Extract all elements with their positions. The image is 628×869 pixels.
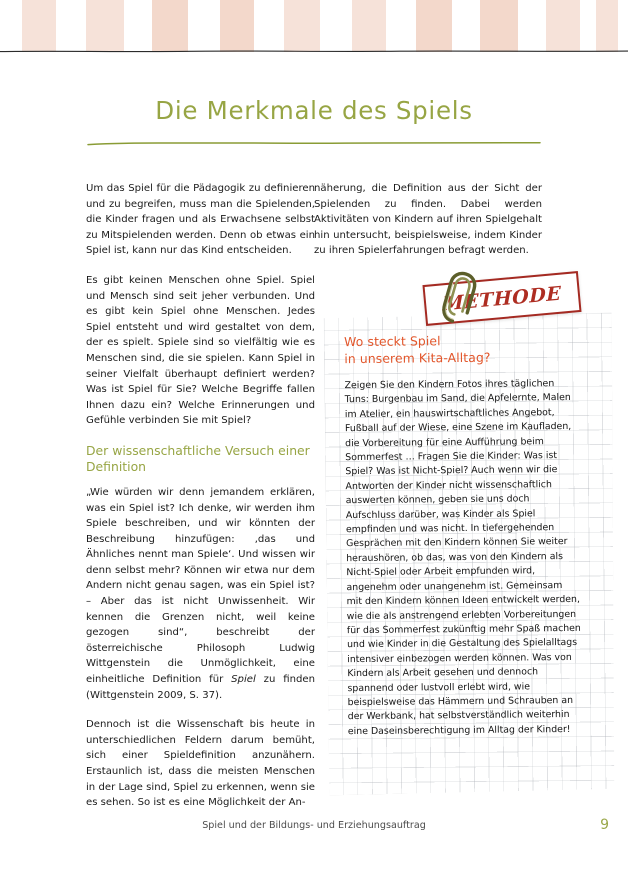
stripe-gap [56,0,86,52]
quote-text-pre: „Wie würden wir denn jemandem erklären, was ein Spiel ist? Ich denke, wir werden ihm Spiele beschreiben, und wir könnten der Beschreibung hinzufügen: ‚das und Ähnliches nennt man Spiele‘. Und wissen wir denn selbst mehr? Können wir etwa nur dem Andern nicht genau sagen, was ein Spiel ist? – Aber das ist nicht Unwissenheit. Wir kennen die Grenzen nicht, weil keine gezogen sind“, beschreibt der österreichische Philosoph Ludwig Wittgenstein die Unmöglichkeit, eine einheitliche Definition für [86,486,315,686]
stripe-gap [386,0,416,52]
stripe-gap [320,0,352,52]
section-subheading: Der wissenschaftliche Versuch einer Definition [86,442,310,475]
stripe-gap [452,0,480,52]
stripe-gap [254,0,284,52]
paragraph: Um das Spiel für die Pädagogik zu definieren und zu begreifen, muss man die Spielenden, die Kinder fragen und als Erwachsene selbst zu Mitspielenden werden. Denn ob etwas ein Spiel ist, kann nur das Kind entscheiden. [86,183,315,257]
note-body-text: Zeigen Sie den Kindern Fotos ihres täglichen Tuns: Burgenbau im Sand, die Apfelernte, Malen im Atelier, ein hauswirtschaftliches Angebot, Fußball auf der Wiese, eine Szene im Kaufladen, die Vorbereitung für eine Aufführung beim Sommerfest … Fragen Sie die Kinder: Was ist Spiel? Was ist Nicht-Spiel? Auch wenn wir die Antworten der Kinder nicht wissenschaftlich auswerten können, geben sie uns doch Aufschluss darüber, was Kinder als Spiel empfinden und was nicht. In tiefergehenden Gesprächen mit den Kindern können Sie weiter heraushören, ob das, was von den Kindern als Nicht-Spiel oder Arbeit empfunden wird, angenehm oder unangenehm ist. Gemeinsam mit den Kindern können Ideen entwickelt werden, wie die als anstrengend erlebten Vorbereitungen für das Sommerfest zukünftig mehr Spaß machen und wie Kinder in die Gestaltung des Spielalltags intensiver einbezogen werden können. Was von Kindern als Arbeit gesehen und dennoch spannend oder lustvoll erlebt wird, wie beispielsweise das Hämmern und Schrauben an der Werkbank, hat selbstverständlich weiterhin eine Daseinsberechtigung im Alltag der Kinder! [344,378,581,737]
stripe-gap [518,0,546,52]
stripe-bar [352,0,386,52]
stripe-bar [22,0,56,52]
stripe-bar [284,0,320,52]
stripe-gap [124,0,152,52]
stripe-bar [546,0,580,52]
footer-running-title: Spiel und der Bildungs- und Erziehungsauftrag [202,820,426,831]
stripe-bar [152,0,188,52]
stripe-bar [416,0,452,52]
quote-text-post: zu finden (Wittgenstein 2009, S. 37). [86,674,315,701]
stripe-pattern [0,0,628,52]
stripe-gap [580,0,596,52]
note-heading [344,331,578,367]
title-underline-rule [86,140,542,146]
page-title: Die Merkmale des Spiels [155,96,473,125]
header-hand-drawn-rule [0,50,628,53]
paragraph: Es gibt keinen Menschen ohne Spiel. Spiel und Mensch sind seit jeher verbunden. Und es gibt kein Spiel ohne Menschen. Jedes Spiel entsteht und wird gestaltet von dem, der es spielt. Spiele sind so vielfältig wie es Menschen sind, die sie spielen. Kann Spiel in seiner Vielfalt überhaupt definiert werden? Was ist Spiel für Sie? Welche Begriffe fallen Ihnen dazu ein? Welche Erinnerungen und Gefühle verbinden Sie mit Spiel? [86,274,315,427]
paragraph: näherung, die Definition aus der Sicht der Spielenden zu finden. Dabei werden Aktivitäten von Kindern auf ihren Spielgehalt hin untersucht, beispielsweise, indem Kinder zu ihren Spielerfahrungen befragt werden. [314,183,542,257]
stripe-bar [220,0,254,52]
stripe-bar [480,0,518,52]
body-column-left [86,181,315,811]
note-heading-line-1: Wo steckt Spiel [344,333,441,350]
stripe-gap [0,0,22,52]
stripe-bar [596,0,618,52]
methode-note-box [316,268,628,808]
quote-italic-term: Spiel [231,674,256,686]
note-heading-line-2: in unserem Kita-Alltag? [344,349,491,367]
page-title-container [0,96,628,125]
page-footer [0,817,628,840]
note-text-content [344,331,582,739]
methode-tag-label: METHODE [442,282,562,315]
page-number: 9 [600,817,609,833]
stripe-gap [188,0,220,52]
body-column-right [314,181,542,259]
header-stripe-band [0,0,628,52]
quote-paragraph [86,485,315,703]
paragraph: Dennoch ist die Wissenschaft bis heute in unterschiedlichen Feldern darum bemüht, sich einer Spieldefinition anzunähern. Erstaunlich ist, dass die meisten Menschen in der Lage sind, Spiel zu erkennen, wenn sie es sehen. So ist es eine Möglichkeit der An- [86,719,315,809]
stripe-bar [86,0,124,52]
